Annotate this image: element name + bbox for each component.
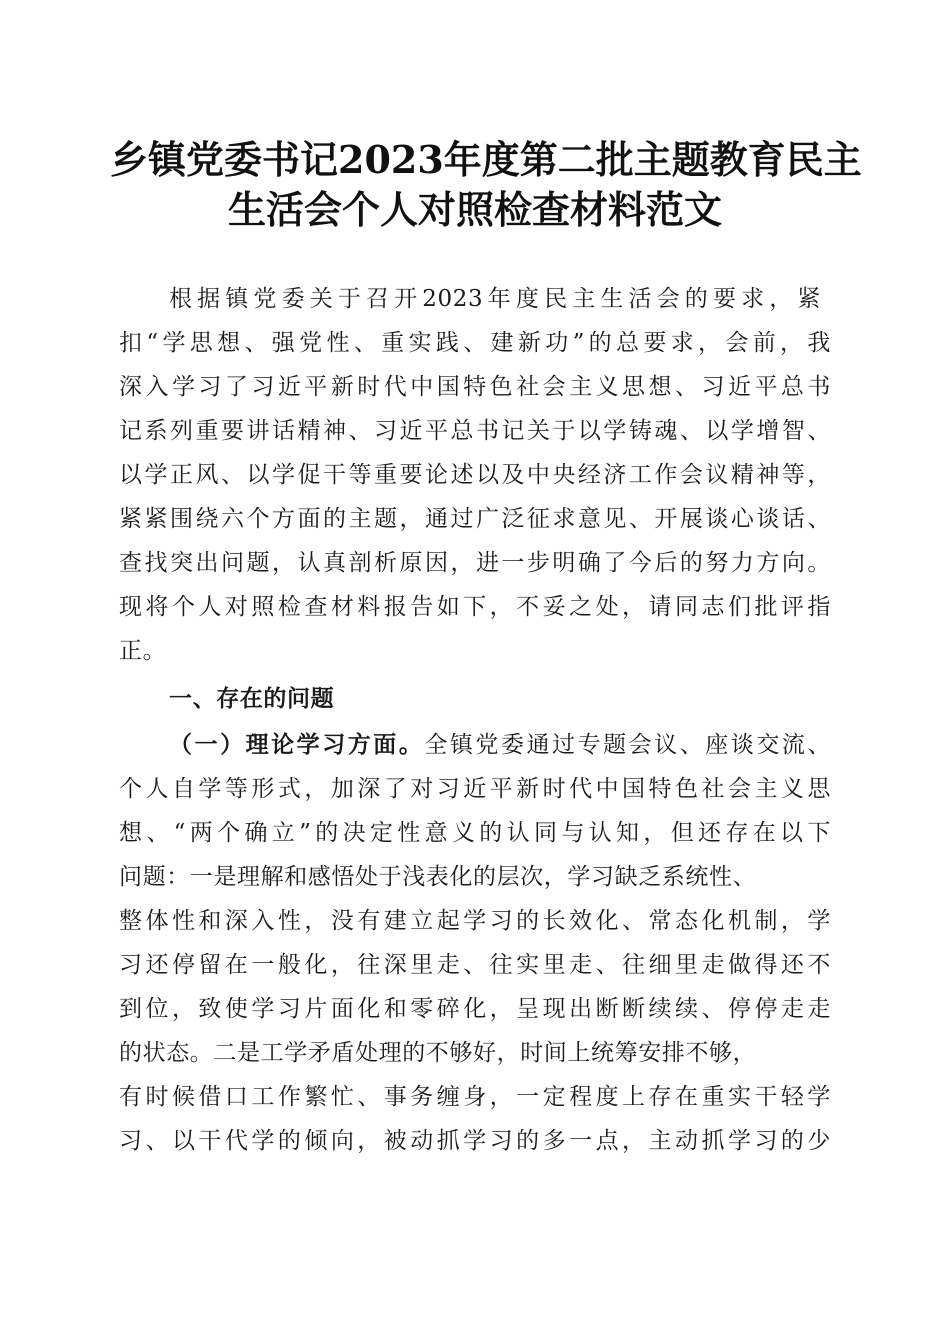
subsection-line: 习、以干代学的倾向，被动抓学习的多一点，主动抓学习的少 bbox=[119, 1128, 831, 1154]
subsection-first-line bbox=[169, 730, 831, 760]
intro-line: 正。 bbox=[119, 638, 167, 664]
subsection-line: 的状态。二是工学矛盾处理的不够好，时间上统筹安排不够， bbox=[119, 1040, 757, 1066]
subsection-line: 想、“两个确立”的决定性意义的认同与认知，但还存在以下 bbox=[119, 820, 831, 846]
intro-line: 以学正风、以学促干等重要论述以及中央经济工作会议精神等， bbox=[119, 462, 831, 488]
intro-line: 查找突出问题，认真剖析原因，进一步明确了今后的努力方向。 bbox=[119, 550, 831, 576]
document-title bbox=[110, 135, 862, 235]
title-line-2: 生活会个人对照检查材料范文 bbox=[227, 187, 722, 232]
section-heading: 一、存在的问题 bbox=[169, 685, 335, 712]
intro-line: 紧紧围绕六个方面的主题，通过广泛征求意见、开展谈心谈话、 bbox=[119, 506, 831, 532]
subsection-line: 习还停留在一般化，往深里走、往实里走、往细里走做得还不 bbox=[119, 952, 831, 978]
subsection-heading: （一）理论学习方面。 bbox=[169, 731, 425, 758]
intro-line: 根据镇党委关于召开2023年度民主生活会的要求，紧 bbox=[169, 286, 821, 312]
subsection-line: 整体性和深入性，没有建立起学习的长效化、常态化机制，学 bbox=[119, 908, 831, 934]
subsection-first-line-text: 全镇党委通过专题会议、座谈交流、 bbox=[424, 732, 831, 758]
subsection-line: 有时候借口工作繁忙、事务缠身，一定程度上存在重实干轻学 bbox=[119, 1084, 831, 1110]
intro-line: 记系列重要讲话精神、习近平总书记关于以学铸魂、以学增智、 bbox=[119, 418, 831, 444]
title-line-1: 乡镇党委书记2023年度第二批主题教育民主 bbox=[110, 137, 862, 182]
subsection-line: 个人自学等形式，加深了对习近平新时代中国特色社会主义思 bbox=[119, 776, 831, 802]
intro-line: 扣“学思想、强党性、重实践、建新功”的总要求，会前，我 bbox=[119, 330, 831, 356]
subsection-line: 到位，致使学习片面化和零碎化，呈现出断断续续、停停走走 bbox=[119, 996, 831, 1022]
intro-line: 现将个人对照检查材料报告如下，不妥之处，请同志们批评指 bbox=[119, 594, 831, 620]
intro-line: 深入学习了习近平新时代中国特色社会主义思想、习近平总书 bbox=[119, 374, 831, 400]
subsection-line: 问题：一是理解和感悟处于浅表化的层次，学习缺乏系统性、 bbox=[119, 864, 757, 890]
